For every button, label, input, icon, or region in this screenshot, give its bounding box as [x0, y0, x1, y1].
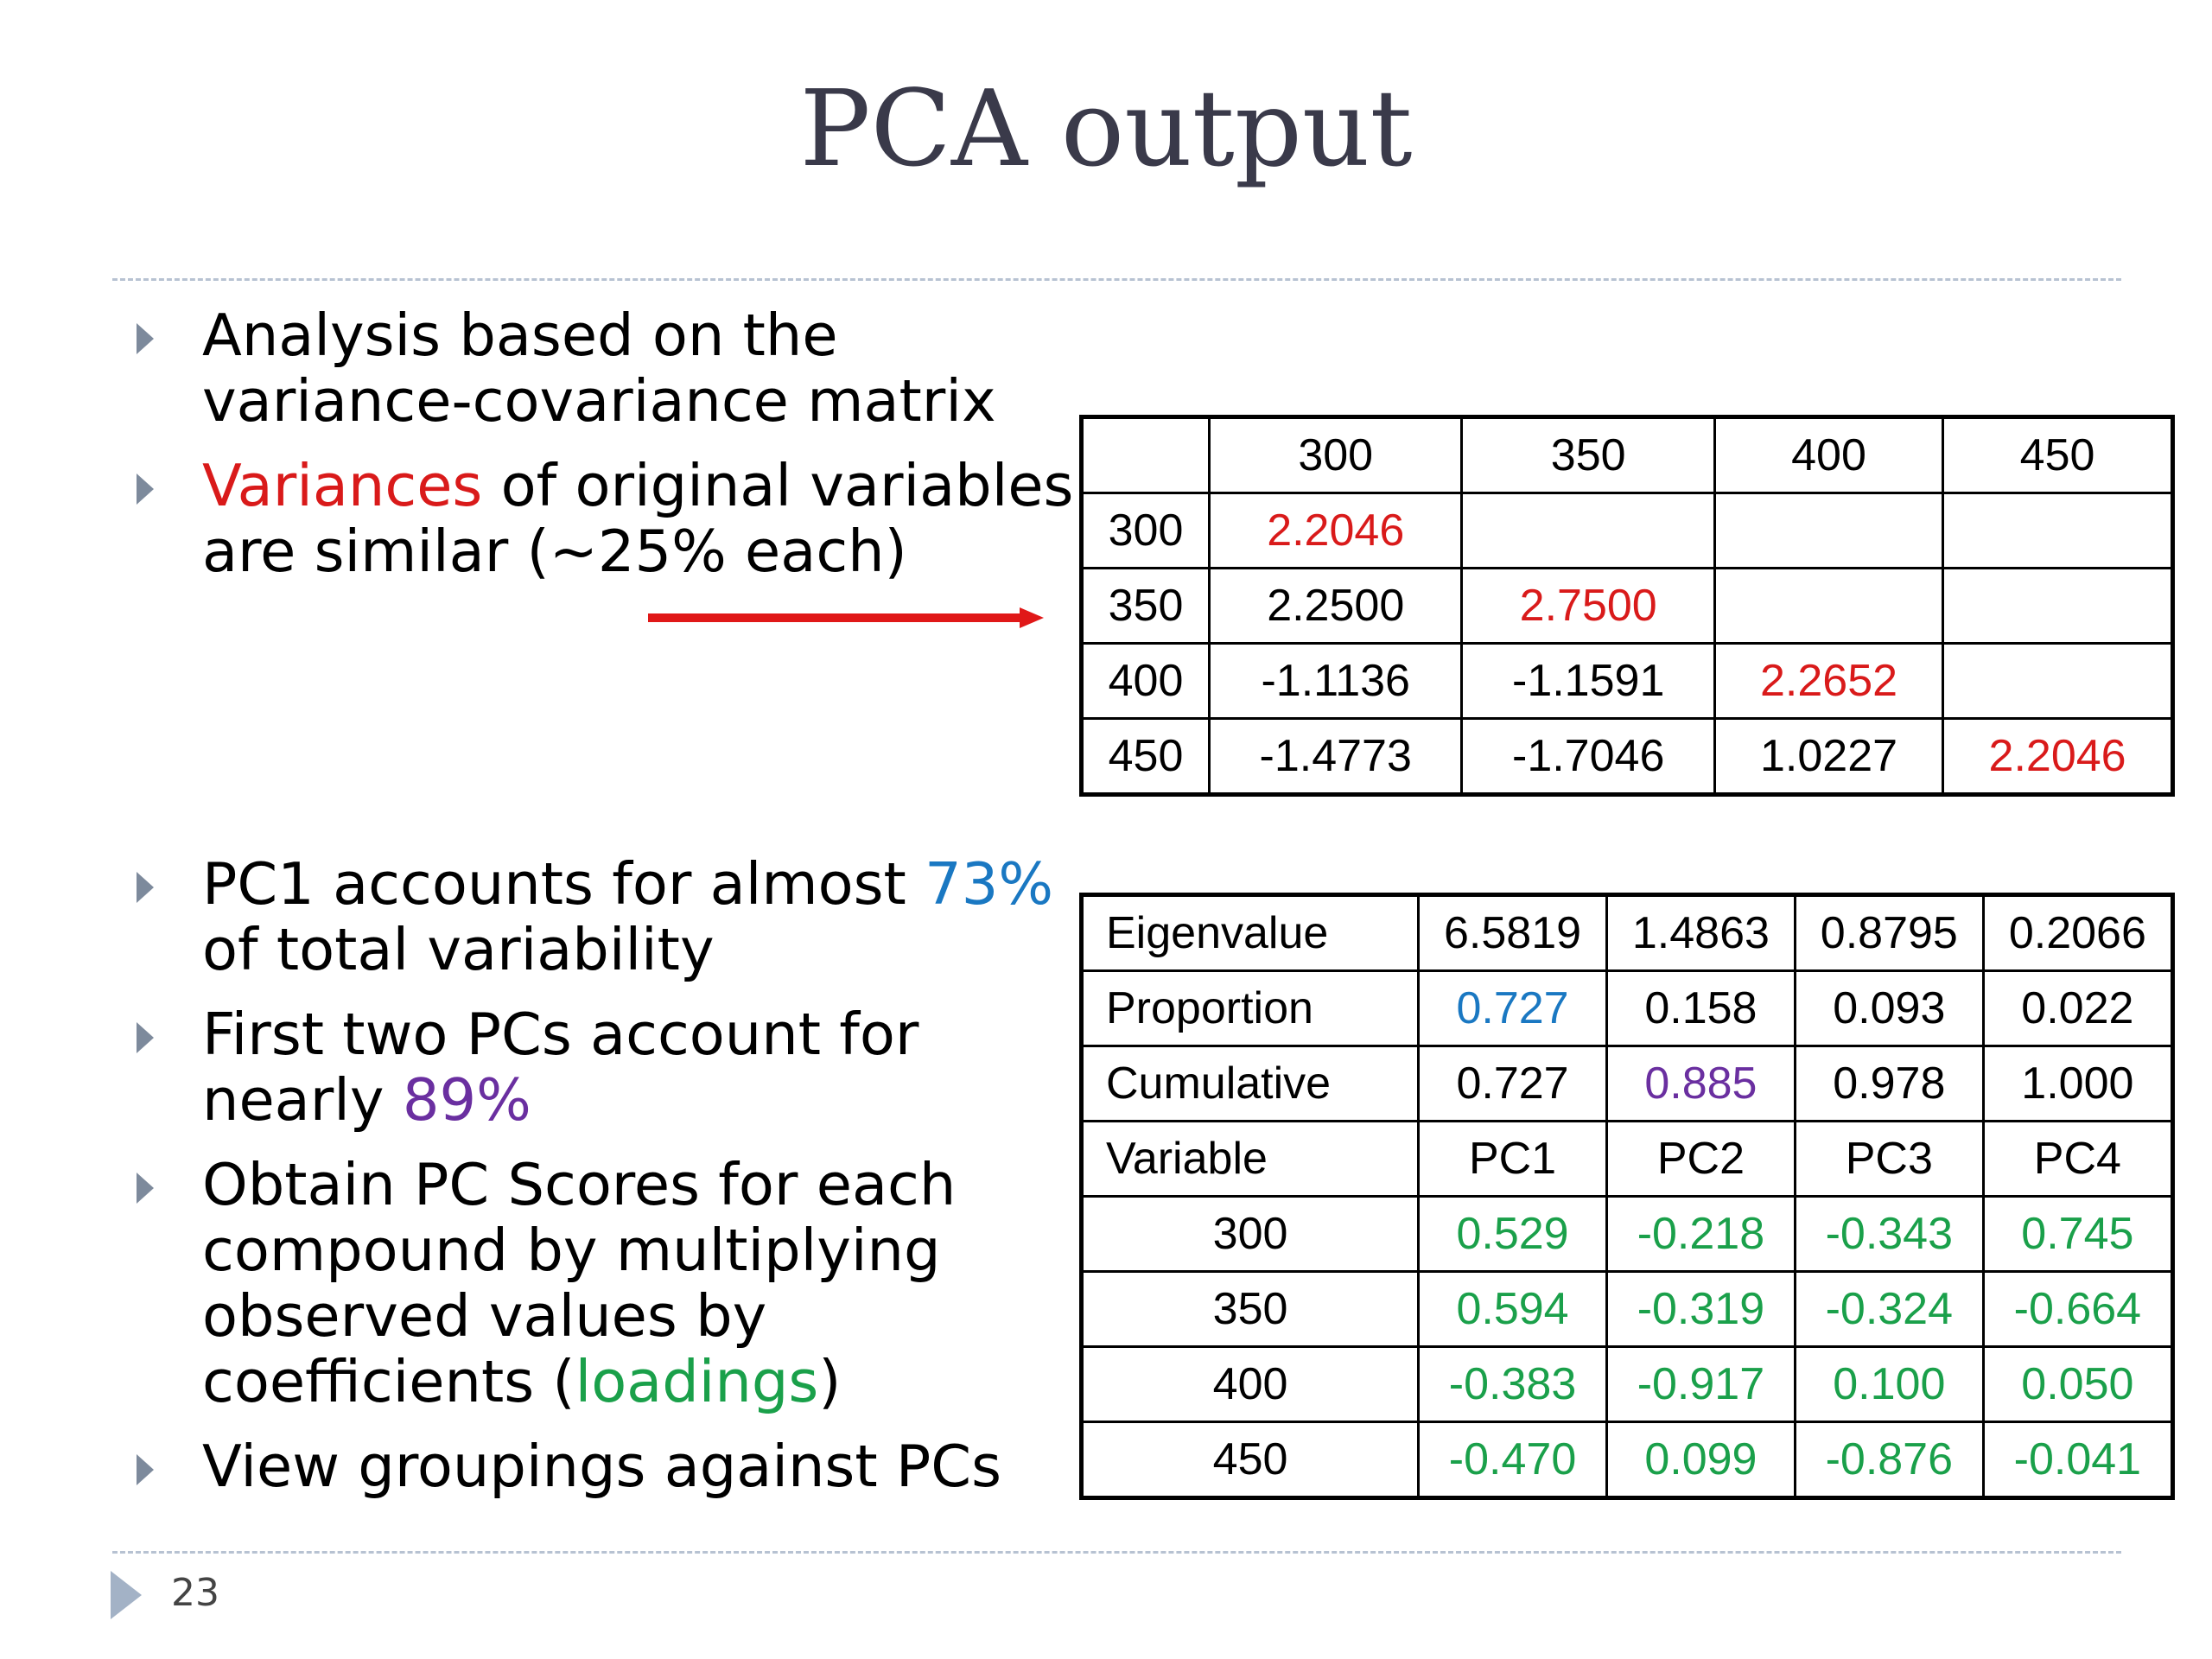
- table-cell: 0.099: [1606, 1422, 1795, 1498]
- bullet-list-bottom: [128, 851, 1087, 1518]
- table-cell: -0.917: [1606, 1347, 1795, 1422]
- table-cell: 0.529: [1419, 1197, 1607, 1272]
- table-cell: [1943, 493, 2173, 569]
- table-cell: 0.885: [1606, 1046, 1795, 1122]
- table-row: [1082, 895, 2173, 971]
- table-cell: 0.978: [1795, 1046, 1983, 1122]
- slide-title: PCA output: [799, 67, 1413, 190]
- pca-results-table: [1079, 893, 2175, 1500]
- row-header: Eigenvalue: [1082, 895, 1419, 971]
- table-cell: 0.8795: [1795, 895, 1983, 971]
- table-header-row: [1082, 417, 2173, 493]
- table-row: [1082, 971, 2173, 1046]
- table-cell: 0.745: [1983, 1197, 2172, 1272]
- table-row: [1082, 569, 2173, 644]
- table-cell: PC1: [1419, 1122, 1607, 1197]
- triangle-bullet-icon: [137, 474, 154, 505]
- page-number: 23: [171, 1571, 219, 1615]
- table-cell: [1943, 644, 2173, 719]
- table-cell: 0.093: [1795, 971, 1983, 1046]
- table-row: [1082, 493, 2173, 569]
- top-divider: [112, 278, 2121, 281]
- row-header: 300: [1082, 1197, 1419, 1272]
- table-cell: 0.727: [1419, 971, 1607, 1046]
- bullet-text: of original variables are similar (~25% each): [202, 452, 1074, 585]
- table-cell: 2.7500: [1462, 569, 1714, 644]
- bullet-text: ): [818, 1348, 842, 1415]
- covariance-table: [1079, 415, 2175, 797]
- table-cell: [1943, 569, 2173, 644]
- table-row: [1082, 719, 2173, 795]
- right-arrow-icon: [648, 605, 1046, 631]
- bullet-item: [128, 1433, 1087, 1499]
- table-cell: -0.383: [1419, 1347, 1607, 1422]
- table-cell: -0.876: [1795, 1422, 1983, 1498]
- bullet-item: [128, 302, 1087, 434]
- table-cell: [1462, 493, 1714, 569]
- triangle-bullet-icon: [137, 1173, 154, 1204]
- table-cell: PC3: [1795, 1122, 1983, 1197]
- footer-triangle-icon: [111, 1571, 142, 1619]
- table-cell: -0.664: [1983, 1272, 2172, 1347]
- table-cell: -1.1591: [1462, 644, 1714, 719]
- bullet-text: First two PCs account for nearly: [202, 1001, 919, 1134]
- table-cell: PC2: [1606, 1122, 1795, 1197]
- bullet-item: [128, 1001, 1087, 1133]
- table-cell: 2.2500: [1209, 569, 1461, 644]
- table-cell: -0.324: [1795, 1272, 1983, 1347]
- bullet-highlight: 89%: [402, 1066, 531, 1134]
- table-row: [1082, 1272, 2173, 1347]
- bullet-text: PC1 accounts for almost: [202, 850, 925, 918]
- column-header: 450: [1943, 417, 2173, 493]
- row-header: 450: [1082, 719, 1210, 795]
- bottom-divider: [112, 1551, 2121, 1554]
- table-cell: 0.022: [1983, 971, 2172, 1046]
- bullet-text: Obtain PC Scores for each compound by multiplying observed values by coefficients (: [202, 1151, 957, 1415]
- table-cell: 0.2066: [1983, 895, 2172, 971]
- row-header: 350: [1082, 1272, 1419, 1347]
- table-cell: -0.319: [1606, 1272, 1795, 1347]
- table-cell: -1.7046: [1462, 719, 1714, 795]
- table-cell: 0.594: [1419, 1272, 1607, 1347]
- table-cell: 0.727: [1419, 1046, 1607, 1122]
- column-header: 350: [1462, 417, 1714, 493]
- bullet-text: View groupings against PCs: [202, 1433, 1001, 1500]
- bullet-text: Analysis based on the variance-covariance matrix: [202, 302, 996, 435]
- table-cell: 6.5819: [1419, 895, 1607, 971]
- table-cell: 0.158: [1606, 971, 1795, 1046]
- triangle-bullet-icon: [137, 872, 154, 903]
- table-cell: 2.2046: [1209, 493, 1461, 569]
- table-cell: -0.343: [1795, 1197, 1983, 1272]
- table-row: [1082, 1046, 2173, 1122]
- table-cell: 2.2652: [1714, 644, 1942, 719]
- bullet-item: [128, 1152, 1087, 1414]
- table-cell: [1714, 569, 1942, 644]
- triangle-bullet-icon: [137, 1022, 154, 1053]
- triangle-bullet-icon: [137, 1454, 154, 1485]
- table-cell: -0.041: [1983, 1422, 2172, 1498]
- table-cell: 1.4863: [1606, 895, 1795, 971]
- row-header: Cumulative: [1082, 1046, 1419, 1122]
- column-header: [1082, 417, 1210, 493]
- table-cell: -0.470: [1419, 1422, 1607, 1498]
- triangle-bullet-icon: [137, 323, 154, 354]
- table-cell: -1.1136: [1209, 644, 1461, 719]
- table-row: [1082, 1422, 2173, 1498]
- table-cell: [1714, 493, 1942, 569]
- column-header: 300: [1209, 417, 1461, 493]
- row-header: Variable: [1082, 1122, 1419, 1197]
- row-header: 350: [1082, 569, 1210, 644]
- row-header: Proportion: [1082, 971, 1419, 1046]
- table-cell: PC4: [1983, 1122, 2172, 1197]
- bullet-highlight: loadings: [575, 1348, 819, 1415]
- table-cell: -1.4773: [1209, 719, 1461, 795]
- bullet-text: of total variability: [202, 916, 715, 983]
- bullet-highlight: 73%: [925, 850, 1053, 918]
- table-cell: -0.218: [1606, 1197, 1795, 1272]
- bullet-item: [128, 851, 1087, 982]
- row-header: 400: [1082, 644, 1210, 719]
- table-row: [1082, 1197, 2173, 1272]
- row-header: 400: [1082, 1347, 1419, 1422]
- table-cell: 1.0227: [1714, 719, 1942, 795]
- table-cell: 0.050: [1983, 1347, 2172, 1422]
- table-cell: 2.2046: [1943, 719, 2173, 795]
- column-header: 400: [1714, 417, 1942, 493]
- row-header: 300: [1082, 493, 1210, 569]
- table-row: [1082, 644, 2173, 719]
- table-cell: 0.100: [1795, 1347, 1983, 1422]
- table-row: [1082, 1122, 2173, 1197]
- bullet-item: [128, 453, 1087, 584]
- table-cell: 1.000: [1983, 1046, 2172, 1122]
- bullet-list-top: [128, 302, 1087, 603]
- table-row: [1082, 1347, 2173, 1422]
- row-header: 450: [1082, 1422, 1419, 1498]
- bullet-highlight: Variances: [202, 452, 483, 519]
